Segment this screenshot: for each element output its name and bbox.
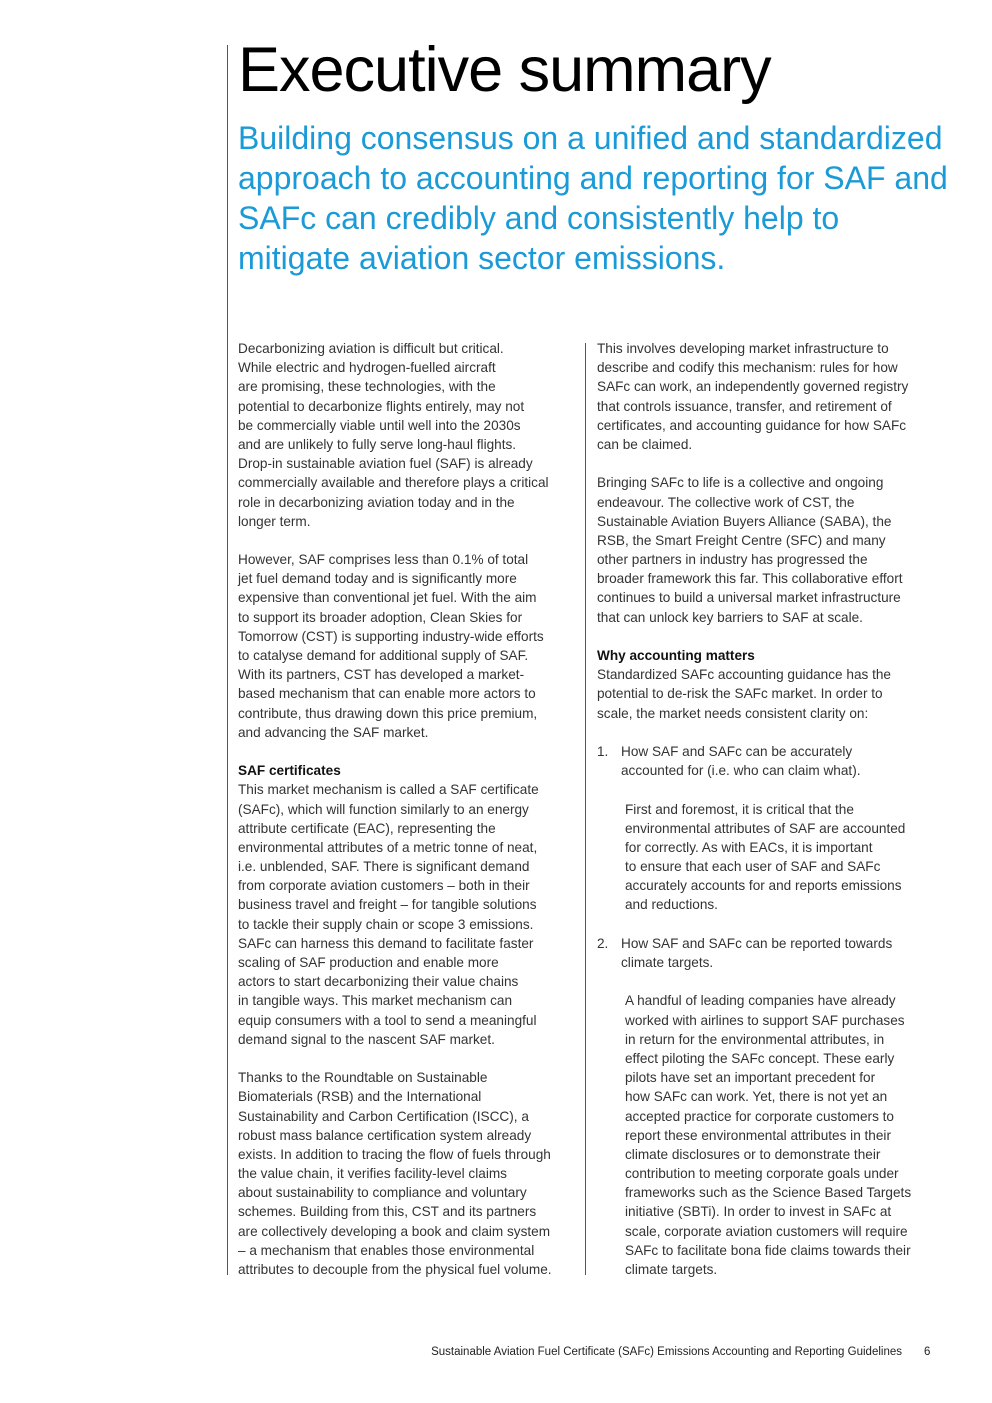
text-line: Bringing SAFc to life is a collective and ongoing	[597, 475, 884, 491]
footer-document-title: Sustainable Aviation Fuel Certificate (SAFc) Emissions Accounting and Reporting Guidelines	[431, 1346, 902, 1358]
text-line: (SAFc), which will function similarly to an energy	[238, 801, 529, 817]
text-line: how SAFc can work. Yet, there is not yet an	[625, 1089, 888, 1105]
text-line: and are unlikely to fully serve long-haul flights.	[238, 436, 517, 452]
text-line: to tackle their supply chain or scope 3 emissions.	[238, 916, 534, 932]
section-heading	[238, 761, 578, 780]
text-line: to support its broader adoption, Clean Skies for	[238, 609, 523, 625]
text-line: While electric and hydrogen-fuelled aircraft	[238, 360, 496, 376]
text-line: However, SAF comprises less than 0.1% of total	[238, 552, 529, 568]
paragraph-spacer	[597, 780, 942, 799]
paragraph-spacer	[597, 723, 942, 742]
text-line: actors to start decarbonizing their value chains	[238, 974, 519, 990]
text-line: Standardized SAFc accounting guidance has the	[597, 667, 891, 683]
paragraph	[238, 1068, 578, 1279]
page-title: Executive summary	[238, 35, 771, 105]
text-line: potential to de-risk the SAFc market. In order to	[597, 686, 883, 702]
text-line: SAFc to facilitate bona fide claims towards their	[625, 1242, 911, 1258]
paragraph	[597, 473, 942, 627]
paragraph	[597, 665, 942, 723]
text-line: How SAF and SAFc can be accurately	[621, 743, 853, 759]
text-line: i.e. unblended, SAF. There is significant demand	[238, 859, 530, 875]
text-line: that controls issuance, transfer, and retirement of	[597, 398, 892, 414]
text-line: and reductions.	[625, 897, 718, 913]
text-line: climate disclosures or to demonstrate their	[625, 1146, 881, 1162]
text-line: in tangible ways. This market mechanism can	[238, 993, 513, 1009]
right-text-column	[597, 339, 942, 1279]
text-line: environmental attributes of SAF are accounted	[625, 820, 906, 836]
text-line: effect piloting the SAFc concept. These early	[625, 1050, 895, 1066]
paragraph-spacer	[597, 627, 942, 646]
text-line: the value chain, it verifies facility-level claims	[238, 1166, 507, 1182]
text-line: SAFc can work, an independently governed registry	[597, 379, 909, 395]
text-line: Sustainability and Carbon Certification (ISCC), a	[238, 1108, 529, 1124]
list-item-detail	[597, 800, 942, 915]
text-line: attributes to decouple from the physical fuel volume.	[238, 1262, 552, 1277]
text-line: jet fuel demand today and is significantly more	[238, 571, 517, 587]
paragraph-spacer	[238, 1049, 578, 1068]
list-number: 1.	[597, 743, 609, 759]
paragraph	[238, 339, 578, 531]
text-line: climate targets.	[621, 955, 714, 970]
text-line: contribution to meeting corporate goals under	[625, 1166, 899, 1182]
text-line: to ensure that each user of SAF and SAFc	[625, 859, 881, 875]
text-line: endeavour. The collective work of CST, the	[597, 494, 855, 510]
left-text-column	[238, 339, 578, 1279]
paragraph	[238, 780, 578, 1049]
text-line: exists. In addition to tracing the flow of fuels through	[238, 1146, 551, 1162]
text-line: contribute, thus drawing down this price premium,	[238, 705, 538, 721]
text-line: – a mechanism that enables those environmental	[238, 1242, 535, 1258]
text-line: scale, corporate aviation customers will require	[625, 1223, 908, 1239]
text-line: robust mass balance certification system already	[238, 1127, 532, 1143]
text-line: in return for the environmental attributes, in	[625, 1031, 885, 1047]
column-divider	[585, 343, 586, 1275]
section-heading	[597, 646, 942, 665]
text-line: frameworks such as the Science Based Targets	[625, 1185, 912, 1201]
text-line: scaling of SAF production and enable more	[238, 955, 499, 970]
text-line: continues to build a universal market infrastructure	[597, 590, 901, 606]
text-line: demand signal to the nascent SAF market.	[238, 1031, 495, 1047]
text-line: about sustainability to compliance and voluntary	[238, 1185, 527, 1201]
text-line: SAF certificates	[238, 763, 341, 779]
text-line: pilots have set an important precedent for	[625, 1070, 876, 1086]
text-line: that can unlock key barriers to SAF at scale.	[597, 609, 863, 625]
page-number: 6	[924, 1346, 931, 1358]
text-line: This market mechanism is called a SAF certificate	[238, 782, 539, 798]
text-line: climate targets.	[625, 1262, 718, 1277]
text-line: be commercially viable until well into the 2030s	[238, 417, 521, 433]
text-line: initiative (SBTi). In order to invest in SAFc at	[625, 1204, 892, 1220]
paragraph	[597, 339, 942, 454]
text-line: role in decarbonizing aviation today and in the	[238, 494, 515, 510]
text-line: longer term.	[238, 513, 311, 529]
list-number: 2.	[597, 935, 609, 951]
text-line: With its partners, CST has developed a market-	[238, 667, 525, 683]
paragraph	[238, 550, 578, 742]
numbered-list-item	[597, 742, 942, 780]
text-line: certificates, and accounting guidance for how SAFc	[597, 417, 907, 433]
text-line: accepted practice for corporate customers to	[625, 1108, 894, 1124]
numbered-list-item	[597, 934, 942, 972]
text-line: potential to decarbonize flights entirely, may not	[238, 398, 525, 414]
text-line: This involves developing market infrastructure to	[597, 341, 889, 356]
text-line: SAFc can harness this demand to facilitate faster	[238, 935, 534, 951]
text-line: environmental attributes of a metric tonne of neat,	[238, 839, 538, 855]
text-line: schemes. Building from this, CST and its partners	[238, 1204, 537, 1220]
text-line: scale, the market needs consistent clarity on:	[597, 705, 869, 721]
text-line: worked with airlines to support SAF purchases	[625, 1012, 905, 1028]
list-item-detail	[597, 991, 942, 1279]
text-line: are collectively developing a book and claim system	[238, 1223, 551, 1239]
text-line: Thanks to the Roundtable on Sustainable	[238, 1070, 488, 1086]
text-line: can be claimed.	[597, 436, 693, 452]
text-line: Biomaterials (RSB) and the International	[238, 1089, 482, 1105]
text-line: and advancing the SAF market.	[238, 724, 429, 740]
paragraph-spacer	[597, 915, 942, 934]
text-line: Sustainable Aviation Buyers Alliance (SABA), the	[597, 513, 892, 529]
paragraph-spacer	[597, 454, 942, 473]
text-line: are promising, these technologies, with the	[238, 379, 496, 395]
text-line: describe and codify this mechanism: rules for how	[597, 360, 898, 376]
text-line: accounted for (i.e. who can claim what).	[621, 763, 861, 779]
text-line: report these environmental attributes in their	[625, 1127, 891, 1143]
text-line: business travel and freight – for tangible solutions	[238, 897, 537, 913]
text-line: First and foremost, it is critical that the	[625, 801, 854, 817]
paragraph-spacer	[238, 742, 578, 761]
text-line: attribute certificate (EAC), representing the	[238, 820, 496, 836]
paragraph-spacer	[238, 531, 578, 550]
paragraph-spacer	[597, 972, 942, 991]
text-line: RSB, the Smart Freight Centre (SFC) and many	[597, 532, 886, 548]
left-margin-rule	[227, 45, 228, 1275]
text-line: based mechanism that can enable more actors to	[238, 686, 536, 702]
text-line: to catalyse demand for additional supply of SAF.	[238, 648, 529, 663]
text-line: accurately accounts for and reports emissions	[625, 878, 902, 894]
text-line: other partners in industry has progressed the	[597, 552, 868, 568]
text-line: Drop-in sustainable aviation fuel (SAF) is already	[238, 456, 533, 472]
text-line: Why accounting matters	[597, 648, 755, 663]
text-line: expensive than conventional jet fuel. With the aim	[238, 590, 537, 606]
text-line: A handful of leading companies have already	[625, 993, 896, 1009]
text-line: for correctly. As with EACs, it is important	[625, 839, 873, 855]
text-line: Tomorrow (CST) is supporting industry-wide efforts	[238, 628, 544, 644]
text-line: Decarbonizing aviation is difficult but critical.	[238, 341, 504, 356]
text-line: How SAF and SAFc can be reported towards	[621, 935, 893, 951]
text-line: broader framework this far. This collaborative effort	[597, 571, 903, 587]
text-line: from corporate aviation customers – both in their	[238, 878, 530, 894]
text-line: commercially available and therefore plays a critical	[238, 475, 549, 491]
page-subtitle: Building consensus on a unified and standardized approach to accounting and reporting for SAF and SAFc can credibly and consistently help to mitigate aviation sector emissions.	[238, 120, 948, 276]
text-line: equip consumers with a tool to send a meaningful	[238, 1012, 537, 1028]
